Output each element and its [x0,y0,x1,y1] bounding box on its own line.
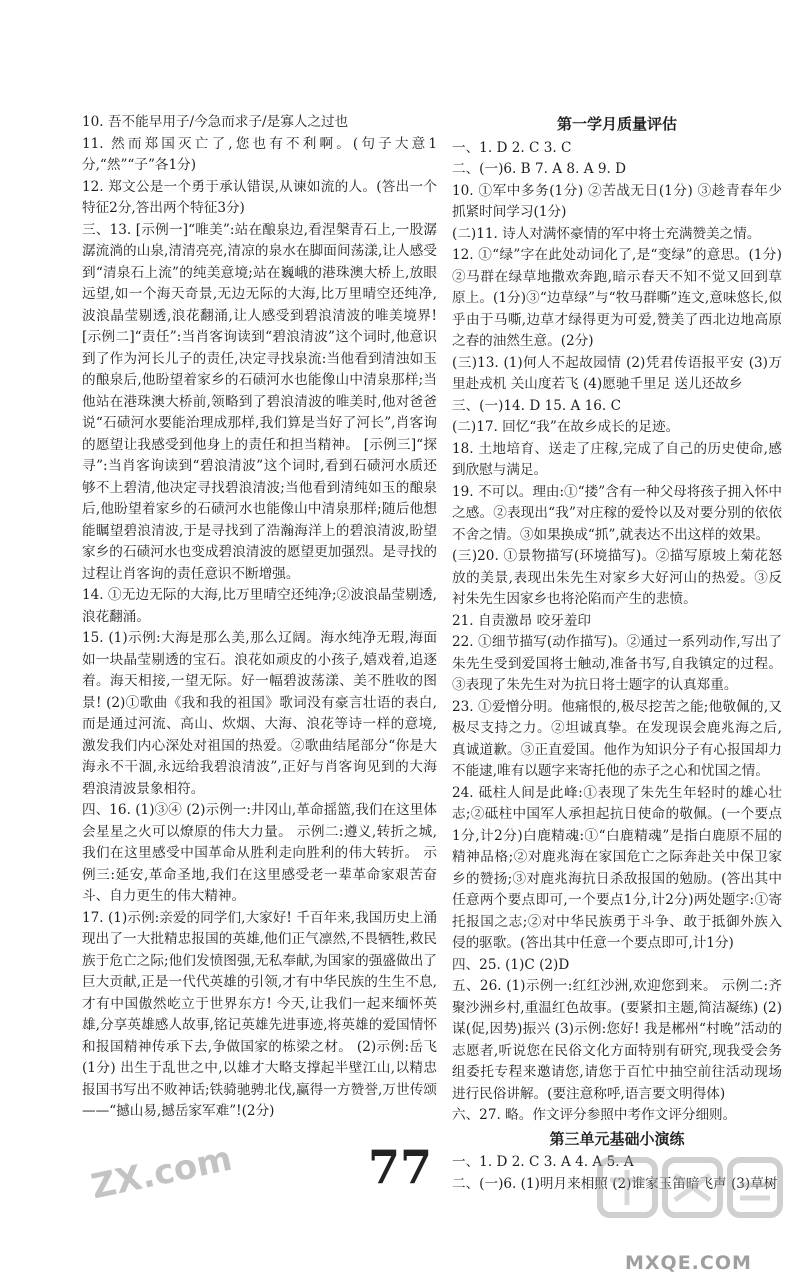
answer-item: 六、27. 略。作文评分参照中考作文评分细则。 [452,1107,737,1123]
answer-item: 二、(一)6. B 7. A 8. A 9. D [452,161,627,177]
watermark-logo-icon [590,1140,790,1270]
answer-item: 四、25. (1)C (2)D [452,956,570,973]
section-title: 第三单元基础小演练 [549,1129,685,1148]
answer-item: 12. ①“绿”字在此处动词化了,是“变绿”的意思。(1分) ②马群在绿草地撒欢奔跑,暗示春天不知不觉又回到草原上。(1分)③“边草绿”与“牧马群嘶”连文,意味悠长,似乎由于马嘶,边草才绿得更为可爱,赞美了西北边地高原之春的油然生意。(2分) [452,247,782,349]
answer-item: 17. (1)示例:亲爱的同学们,大家好! 千百年来,我国历史上涌现出了一大批精忠报国的英雄,他们正气凛然,不畏牺牲,救民族于危亡之际;他们发愤图强,无私奉献,为国家的强盛做出了巨大贡献,正是一代代英雄的引领,才有中华民族的生生不息,才有中国傲然屹立于世界东方! 今天,让我们一起来缅怀英雄,分享英雄感人故事,铭记英雄先进事迹,将英雄的爱国情怀和报国精神传承下去,争做国家的栋梁之材。 (2)示例:岳飞(1分) 出生于乱世之中,以雄才大略支撑起半壁江山,以精忠报国书写出不败神话;铁骑驰骋北伐,赢得一方赞誉,万世传颂——“撼山易,撼岳家军难”!(2分) [82,909,437,1119]
answer-item: 12. 郑文公是一个勇于承认错误,从谏如流的人。(答出一个特征2分,答出两个特征3分) [82,178,437,216]
answer-item: (二)17. 回忆“我”在故乡成长的足迹。 [452,419,680,435]
watermark-url: MXQE.COM [625,1252,752,1274]
answer-item: 10. ①军中多务(1分) ②苦战无日(1分) ③趁青春年少抓紧时间学习(1分) [452,182,782,220]
answer-item: 10. 吾不能早用子/今急而求子/是寡人之过也 [82,114,349,130]
left-column [82,112,437,1123]
answer-item: 24. 砥柱人间是此峰:①表现了朱先生年轻时的雄心壮志;②砥柱中国军人承担起抗日使命的敬佩。(一个要点1分,计2分)白鹿精魂:①“白鹿精魂”是指白鹿原不屈的精神品格;②对鹿兆海在家国危亡之际奔赴关中保卫家乡的赞扬;③对鹿兆海抗日杀敌报国的勉励。(答出其中任意两个要点即可,一个要点1分,计2分)两处题字:①寄托报国之志;②对中华民族勇于斗争、敢于抵御外族入侵的驱歌。(答出其中任意一个要点即可,计1分) [452,784,782,951]
section-title: 第一学月质量评估 [556,115,677,133]
answer-item: 一、1. D 2. C 3. A 4. A 5. A [452,1154,634,1170]
answer-item: 四、16. (1)③④ (2)示例一:井冈山,革命摇篮,我们在这里体会星星之火可以燎原的伟大力量。 示例二:遵义,转折之城,我们在这里感受中国革命从胜利走向胜利的伟大转折。 示例三:延安,革命圣地,我们在这里感受老一辈革命家艰苦奋斗、自力更生的伟大精神。 [82,802,437,904]
answer-item: 一、1. D 2. C 3. C [452,139,572,156]
answer-item: 23. ①爱憎分明。他痛恨的,极尽挖苦之能;他敬佩的,又极尽支持之力。②坦诚真挚。在发现误会鹿兆海之后,真诚道歉。③正直爱国。他作为知识分子有心报国却力不能逮,唯有以题字来寄托他的赤子之心和忧国之情。 [452,698,782,779]
answer-item: 三、13. [示例一]“唯美”:站在酿泉边,看涅槃青石上,一股潺潺流淌的山泉,清清亮亮,清凉的泉水在脚面间荡漾,让人感受到“清泉石上流”的纯美意境;站在巍峨的港珠澳大桥上,放眼远望,如一个海天奇景,无边无际的大海,比万里晴空还纯净,波浪晶莹剔透,浪花翻涌,让人感受到碧浪清波的唯美境界! [示例二]“责任”:当肖客询读到“碧浪清波”这个词时,他意识到了作为河长儿子的责任,决定寻找泉流:当他看到清浊如玉的酿泉后,他盼望着家乡的石碛河水也能像山中清泉那样;当他站在港珠澳大桥前,领略到了碧浪清波的唯美时,他对爸爸说“石碛河水要能治理成那样,我们算是当好了河长”,肖客询的愿望让我感受到他身上的责任和担当精神。 [示例三]“探寻”:当肖客询读到“碧浪清波”这个词时,看到石碛河水质还够不上碧清,他决定寻找碧浪清波;当他看到清纯如玉的酿泉后,他盼望着家乡的石碛河水也能像山中清泉那样;随后他想能瞩望碧浪清波,于是寻找到了浩瀚海洋上的碧浪清波,盼望家乡的石碛河水也变成碧浪清波的愿望更加强烈。是寻找的过程让肖客询的责任意识不断增强。 [82,221,437,582]
answer-item: 14. ①无边无际的大海,比万里晴空还纯净;②波浪晶莹剔透,浪花翻涌。 [82,587,437,625]
answer-item: 二、(一)6. (1)明月来相照 (2)谁家玉笛暗飞声 (3)草树 [452,1175,778,1192]
answer-item: 11. 然而郑国灭亡了,您也有不利啊。(句子大意1分,“然”“子”各1分) [82,135,437,173]
answer-item: (三)20. ①景物描写(环境描写)。②描写原坡上菊花怒放的美景,表现出朱先生对家乡大好河山的热爱。③反衬朱先生因家乡也将沦陷而产生的悲愤。 [452,548,782,607]
right-column [452,112,782,1195]
answer-item: 22. ①细节描写(动作描写)。②通过一系列动作,写出了朱先生受到爱国将士触动,准备书写,自我镇定的过程。③表现了朱先生对为抗日将士题字的认真郑重。 [452,634,782,693]
watermark-logo-left: ZX.com [87,1138,236,1208]
answer-item: 18. 土地培育、送走了庄稼,完成了自己的历史使命,感到欣慰与满足。 [452,440,782,478]
answer-item: 三、(一)14. D 15. A 16. C [452,397,621,414]
page-number: 77 [367,1140,432,1194]
answer-item: 21. 自责激昂 咬牙羞印 [452,612,592,629]
answer-item: (三)13. (1)何人不起故园情 (2)凭君传语报平安 (3)万里赴戎机 关山度若飞 (4)愿驰千里足 送儿还故乡 [452,354,782,392]
answer-item: 五、26. (1)示例一:红红沙洲,欢迎您到来。 示例二:齐聚沙洲乡村,重温红色故事。(要紧扣主题,简洁凝练) (2)谋(促,因势)振兴 (3)示例:您好! 我是郴州“村晚”活动的志愿者,听说您在民俗文化方面特别有研究,现我受会务组委托专程来邀请您,请您于百忙中抽空前往活动现场进行民俗讲解。(要注意称呼,语言要文明得体) [452,978,782,1102]
answer-item: 15. (1)示例:大海是那么美,那么辽阔。海水纯净无瑕,海面如一块晶莹剔透的宝石。浪花如顽皮的小孩子,嬉戏着,追逐着。海天相接,一望无际。好一幅碧波荡漾、美不胜收的图景! (2)①歌曲《我和我的祖国》歌词没有豪言壮语的表白,而是通过河流、高山、炊烟、大海、浪花等诗一样的意境,激发我们内心深处对祖国的热爱。②歌曲结尾部分“你是大海永不干涸,永远给我碧浪清波”,正好与肖客询见到的大海碧浪清波景象相符。 [82,630,437,797]
answer-item: (二)11. 诗人对满怀豪情的军中将士充满赞美之情。 [452,225,761,242]
answer-item: 19. 不可以。理由:①“搂”含有一种父母将孩子拥入怀中之感。②表现出“我”对庄稼的爱怜以及对要分别的依依不舍之情。③如果换成“抓”,就表达不出这样的效果。 [452,483,782,543]
